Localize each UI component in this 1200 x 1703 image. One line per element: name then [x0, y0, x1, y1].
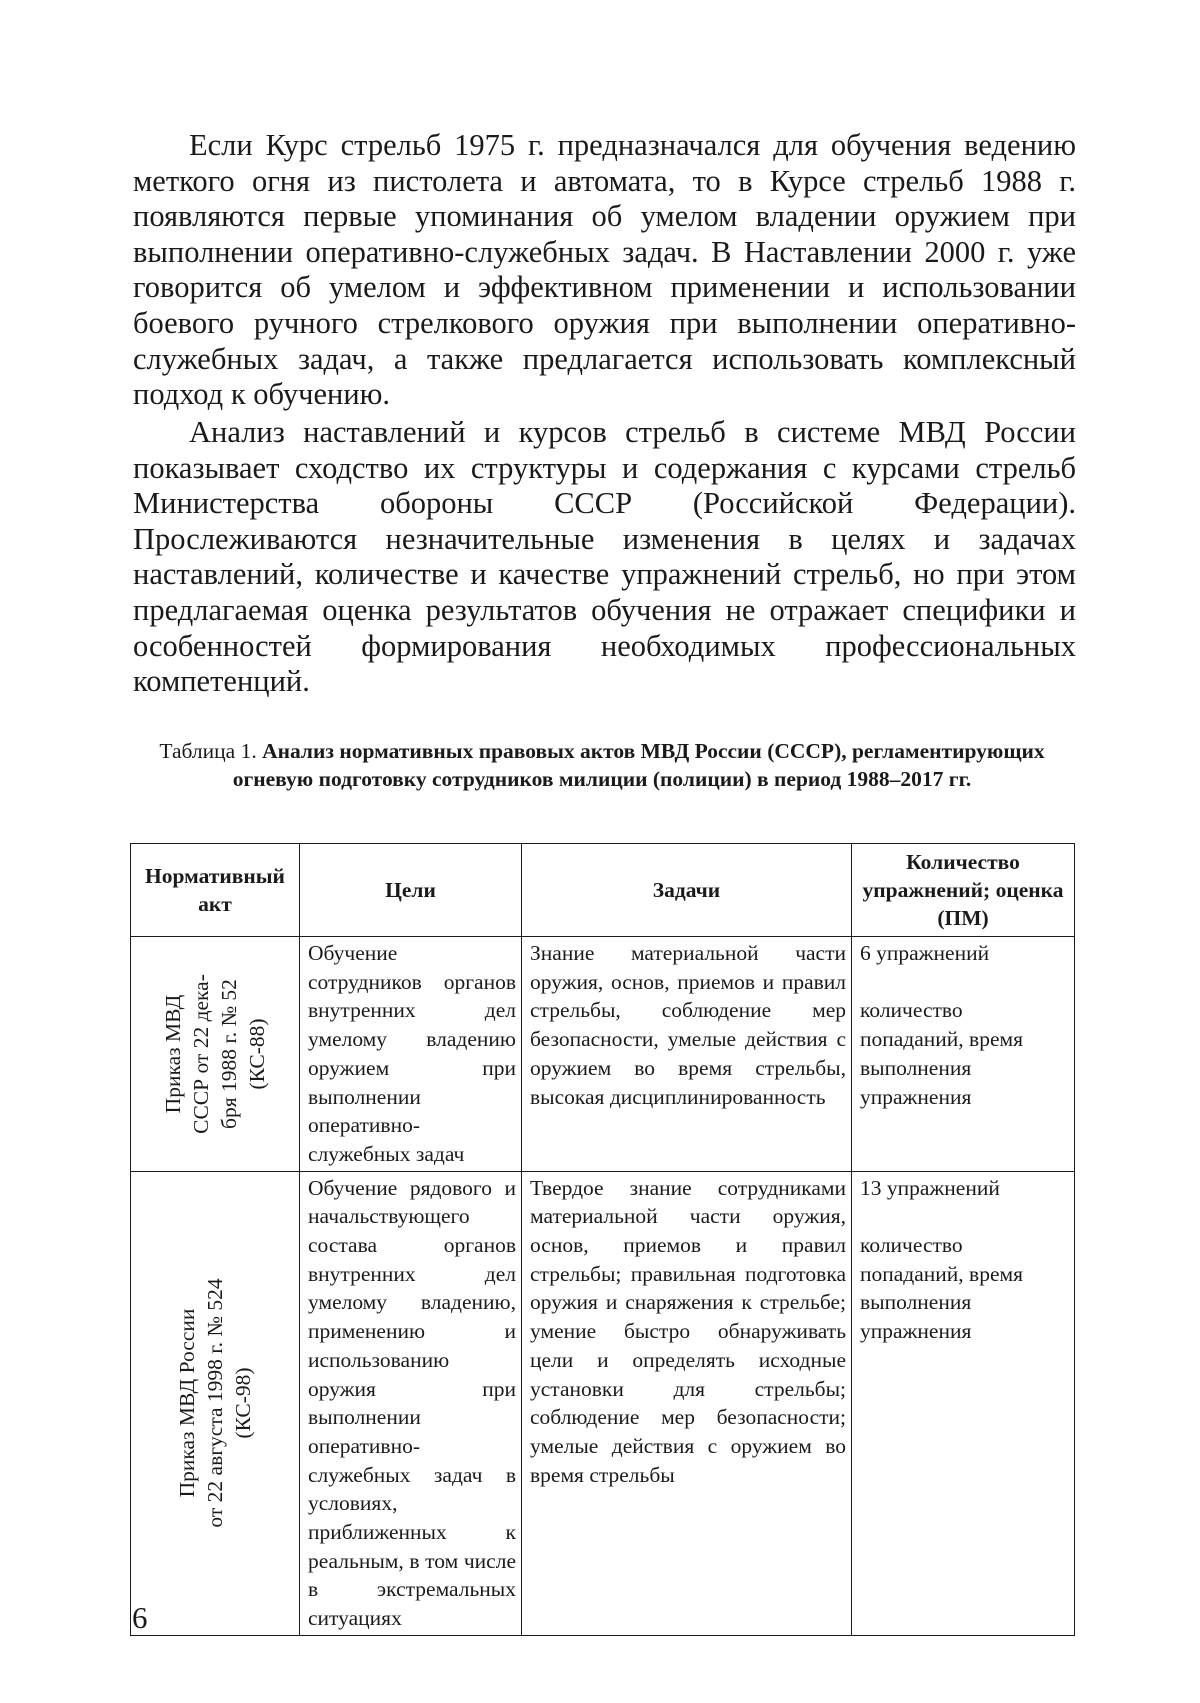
caption-title: Анализ нормативных правовых актов МВД России (СССР), регламентирующих огневую подготовку сотрудников милиции (полиции) в период 1988–2017 гг.: [232, 739, 1045, 791]
assessment-text: количество попаданий, время выполнения упражнения: [860, 998, 1023, 1109]
header-act: Нормативный акт: [131, 844, 300, 937]
act-line: Приказ МВД России: [175, 1308, 199, 1498]
count-cell: [852, 1171, 1075, 1635]
table-row: [131, 937, 1075, 1172]
act-line: СССР от 22 дека-: [189, 973, 213, 1134]
header-goals: Цели: [300, 844, 522, 937]
act-line: Приказ МВД: [161, 994, 185, 1114]
body-paragraph-1: [133, 128, 1076, 413]
exercise-count: 13 упражнений: [860, 1175, 1000, 1200]
paragraph-text: Анализ наставлений и курсов стрельб в системе МВД России показывает сходство их структуры и содержания с курсами стрельб Министерства обороны СССР (Российской Федерации). Прослеживаются незначительные изменения в целях и задачах наставлений, количестве и качестве упражнений стрельб, но при этом предлагаемая оценка результатов обучения не отражает специфики и особенностей формирования необходимых профессиональных компетенций.: [133, 415, 1076, 699]
goals-cell: Обучение сотрудников органов внутренних дел умелому владению оружием при выполнении оперативно-служебных задач: [300, 937, 522, 1172]
table-row: [131, 1171, 1075, 1635]
act-cell: [131, 1171, 300, 1635]
table-caption: [120, 737, 1084, 793]
body-paragraph-2: [133, 415, 1076, 700]
count-cell: [852, 937, 1075, 1172]
act-cell: [131, 937, 300, 1172]
tasks-cell: Твердое знание сотрудниками материальной части оружия, основ, приемов и правил стрельбы; правильная подготовка оружия и снаряжения к стрельбе; умение быстро обнаруживать цели и определять исходные установки для стрельбы; соблюдение мер безопасности; умелые действия с оружием во время стрельбы: [522, 1171, 852, 1635]
regulations-table: [130, 843, 1075, 1636]
caption-label: Таблица 1.: [159, 739, 257, 763]
act-line: от 22 августа 1998 г. № 524: [203, 1278, 227, 1528]
page-number: 6: [132, 1600, 148, 1635]
act-line: (КС-98): [231, 1367, 255, 1439]
act-line: бря 1988 г. № 52: [217, 978, 241, 1129]
exercise-count: 6 упражнений: [860, 941, 990, 965]
act-line: (КС-88): [245, 1018, 269, 1090]
header-count: Количество упражнений; оценка (ПМ): [852, 844, 1075, 937]
assessment-text: количество попаданий, время выполнения упражнения: [860, 1233, 1023, 1344]
tasks-cell: Знание материальной части оружия, основ, приемов и правил стрельбы, соблюдение мер безопасности, умелые действия с оружием во время стрельбы, высокая дисциплинированность: [522, 937, 852, 1172]
paragraph-text: Если Курс стрельб 1975 г. предназначался для обучения ведению меткого огня из пистолета и автомата, то в Курсе стрельб 1988 г. появляются первые упоминания об умелом владении оружием при выполнении оперативно-служебных задач. В Наставлении 2000 г. уже говорится об умелом и эффективном применении и использовании боевого ручного стрелкового оружия при выполнении оперативно-служебных задач, а также предлагается использовать комплексный подход к обучению.: [133, 128, 1076, 412]
table-header-row: [131, 844, 1075, 937]
goals-cell: Обучение рядового и начальствующего состава органов внутренних дел умелому владению, применению и использованию оружия при выполнении оперативно-служебных задач в условиях, приближенных к реальным, в том числе в экстремальных ситуациях: [300, 1171, 522, 1635]
header-tasks: Задачи: [522, 844, 852, 937]
